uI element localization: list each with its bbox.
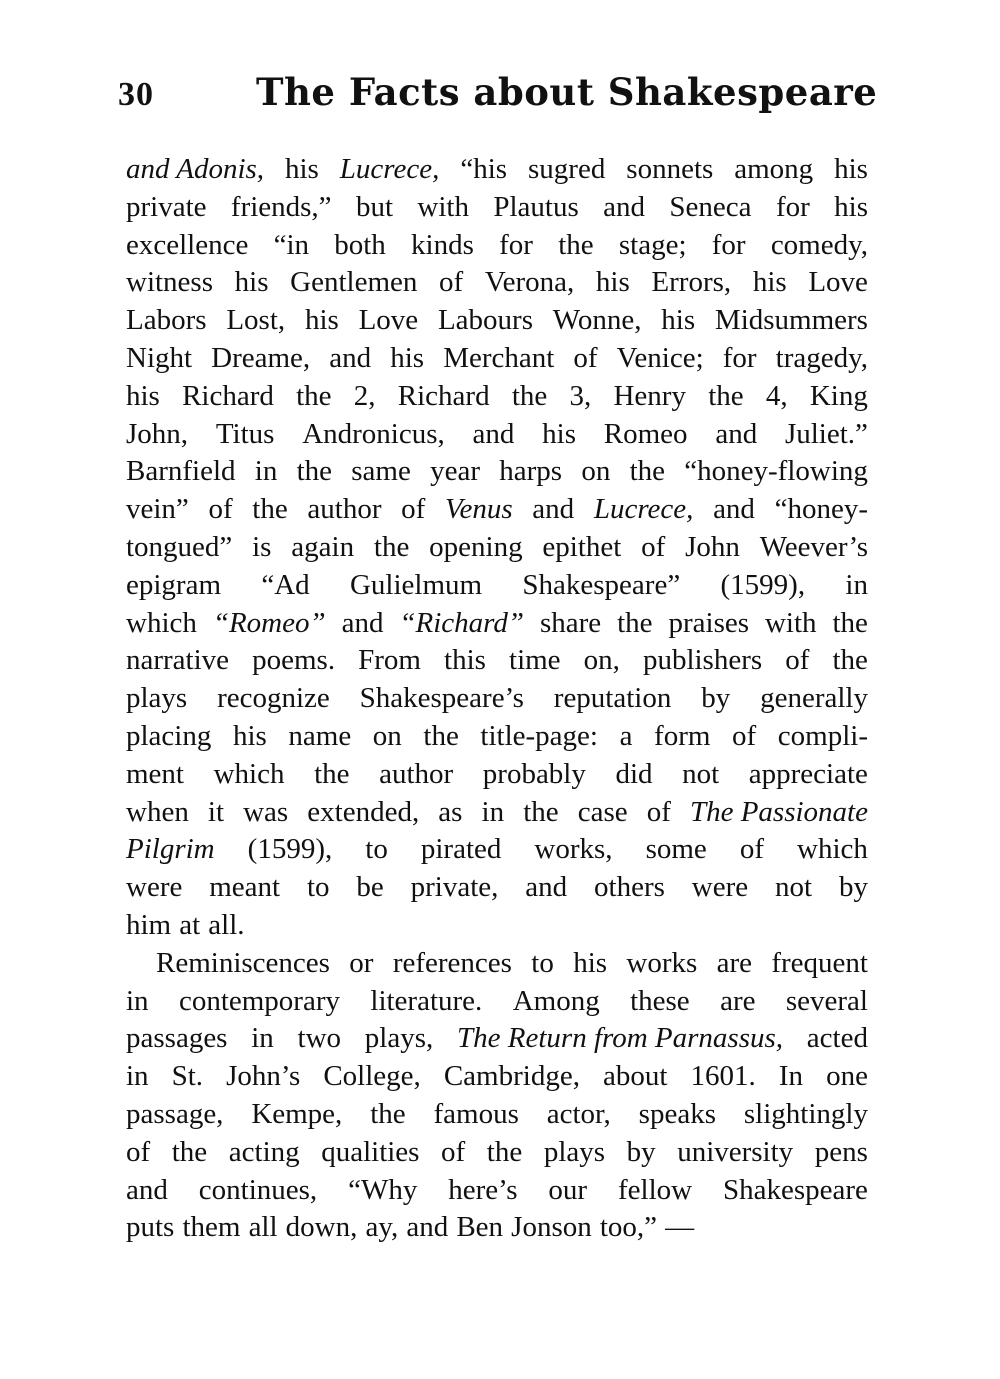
word: actor, bbox=[546, 1097, 611, 1130]
word: his bbox=[752, 266, 787, 299]
page-number: 30 bbox=[118, 76, 154, 113]
word: compli- bbox=[777, 719, 868, 752]
word: slightingly bbox=[743, 1097, 868, 1130]
word: speaks bbox=[638, 1097, 716, 1130]
word: opening bbox=[429, 530, 523, 563]
word: acted bbox=[806, 1022, 868, 1055]
text-line bbox=[126, 151, 868, 189]
word: John, bbox=[126, 417, 189, 450]
word: his bbox=[126, 379, 160, 412]
word: on, bbox=[583, 644, 620, 677]
word: to bbox=[365, 833, 388, 866]
word: are bbox=[716, 946, 753, 979]
word: tongued” bbox=[126, 530, 233, 563]
word: John bbox=[685, 530, 740, 563]
text-line bbox=[126, 605, 868, 643]
word: contemporary bbox=[178, 984, 340, 1017]
word: comedy, bbox=[770, 228, 868, 261]
word: or bbox=[349, 946, 374, 979]
text-line bbox=[126, 302, 868, 340]
word: vein” bbox=[126, 493, 189, 526]
word: the bbox=[296, 455, 333, 488]
word: Titus bbox=[215, 417, 275, 450]
word: Night bbox=[126, 341, 193, 374]
word: of bbox=[126, 1135, 151, 1168]
word: and bbox=[329, 341, 372, 374]
word: title-page: bbox=[480, 719, 598, 752]
word: the bbox=[708, 379, 744, 412]
word: some bbox=[645, 833, 707, 866]
word: and bbox=[126, 1173, 168, 1206]
word: both bbox=[334, 228, 386, 261]
word: references bbox=[392, 946, 512, 979]
word: tragedy, bbox=[775, 341, 868, 374]
word: extended, bbox=[307, 795, 420, 828]
word: several bbox=[785, 984, 868, 1017]
word: for bbox=[499, 228, 533, 261]
word: Wonne, bbox=[552, 304, 642, 337]
text-line bbox=[126, 567, 868, 605]
word: same bbox=[351, 455, 411, 488]
word: 2, bbox=[353, 379, 376, 412]
word: a bbox=[619, 719, 633, 752]
word: Kempe, bbox=[251, 1097, 343, 1130]
italic-word: Venus bbox=[444, 493, 513, 526]
word: on bbox=[581, 455, 611, 488]
word: and bbox=[341, 606, 384, 639]
word: all bbox=[248, 1211, 278, 1244]
word: plays bbox=[126, 682, 188, 715]
text-line bbox=[126, 1020, 868, 1058]
word: for bbox=[722, 341, 757, 374]
word: in bbox=[845, 568, 868, 601]
word: case bbox=[577, 795, 628, 828]
word: among bbox=[734, 153, 814, 185]
word: Ben bbox=[456, 1211, 504, 1244]
word: probably bbox=[482, 757, 586, 790]
word: John’s bbox=[226, 1060, 301, 1093]
word: Labors bbox=[126, 304, 207, 337]
word: one bbox=[826, 1060, 868, 1093]
word: and bbox=[603, 190, 646, 223]
word: — bbox=[665, 1211, 695, 1244]
word: his bbox=[285, 153, 319, 185]
text-line bbox=[126, 491, 868, 529]
word: 3, bbox=[569, 379, 592, 412]
word: pirated bbox=[420, 833, 502, 866]
word: of bbox=[641, 530, 666, 563]
word: the bbox=[832, 606, 868, 639]
word: his bbox=[595, 266, 630, 299]
word: harps bbox=[499, 455, 563, 488]
word: and bbox=[715, 417, 758, 450]
word: the bbox=[629, 455, 666, 488]
italic-word: “Richard” bbox=[399, 606, 525, 639]
word: not bbox=[682, 757, 720, 790]
word: 4, bbox=[765, 379, 788, 412]
word: publishers bbox=[642, 644, 763, 677]
italic-word: Pilgrim bbox=[126, 833, 215, 866]
word: reputation bbox=[553, 682, 672, 715]
word: praises bbox=[668, 606, 750, 639]
word: as bbox=[438, 795, 463, 828]
word: of bbox=[439, 266, 464, 299]
word: by bbox=[626, 1135, 656, 1168]
word: with bbox=[764, 606, 817, 639]
word: stage; bbox=[618, 228, 687, 261]
word: and bbox=[406, 1211, 449, 1244]
word: Andronicus, bbox=[302, 417, 445, 450]
word: In bbox=[778, 1060, 803, 1093]
text-line bbox=[126, 416, 868, 454]
word: his bbox=[232, 719, 267, 752]
word: College, bbox=[323, 1060, 421, 1093]
word: Weever’s bbox=[759, 530, 868, 563]
word: of bbox=[441, 1135, 466, 1168]
text-line bbox=[126, 642, 868, 680]
word: epigram bbox=[126, 568, 222, 601]
word: about bbox=[603, 1060, 668, 1093]
text-line bbox=[126, 340, 868, 378]
word: epithet bbox=[542, 530, 622, 563]
word: and bbox=[532, 493, 575, 526]
word: not bbox=[775, 871, 813, 904]
italic-word: The Return from Parnassus, bbox=[457, 1022, 784, 1055]
word: the bbox=[617, 606, 653, 639]
word: of bbox=[646, 795, 671, 828]
word: works bbox=[626, 946, 698, 979]
word: again bbox=[291, 530, 355, 563]
word: time bbox=[509, 644, 561, 677]
text-line bbox=[126, 756, 868, 794]
word: generally bbox=[760, 682, 868, 715]
word: placing bbox=[126, 719, 212, 752]
word: are bbox=[720, 984, 756, 1017]
word: (1599), bbox=[247, 833, 333, 866]
word: Love bbox=[808, 266, 868, 299]
word: Henry bbox=[613, 379, 686, 412]
word: the bbox=[558, 228, 594, 261]
word: excellence bbox=[126, 228, 249, 261]
word: continues, bbox=[198, 1173, 318, 1206]
word: this bbox=[444, 644, 486, 677]
text-line bbox=[126, 189, 868, 227]
word: Seneca bbox=[669, 190, 752, 223]
text-line bbox=[126, 831, 868, 869]
word: his bbox=[304, 304, 339, 337]
word: year bbox=[430, 455, 481, 488]
word: author bbox=[307, 493, 382, 526]
word: him bbox=[126, 908, 172, 941]
word: on bbox=[372, 719, 402, 752]
word: frequent bbox=[771, 946, 868, 979]
word: university bbox=[677, 1135, 794, 1168]
word: but bbox=[355, 190, 394, 223]
word: which bbox=[213, 757, 285, 790]
word: “his bbox=[460, 153, 508, 185]
word: and bbox=[713, 493, 755, 526]
word: private bbox=[126, 190, 207, 223]
word: From bbox=[358, 644, 421, 677]
text-line bbox=[126, 718, 868, 756]
text-line bbox=[126, 983, 868, 1021]
word: his bbox=[390, 341, 425, 374]
word: Love bbox=[358, 304, 419, 337]
word: “honey-flowing bbox=[684, 455, 868, 488]
word: was bbox=[243, 795, 289, 828]
word: share bbox=[539, 606, 602, 639]
word: in bbox=[481, 795, 505, 828]
word: the bbox=[486, 1135, 523, 1168]
word: when bbox=[126, 795, 189, 828]
word: private, bbox=[410, 871, 499, 904]
word: it bbox=[207, 795, 225, 828]
word: others bbox=[594, 871, 665, 904]
word: King bbox=[809, 379, 868, 412]
italic-word: “Romeo” bbox=[212, 606, 326, 639]
word: Lost, bbox=[226, 304, 286, 337]
text-line bbox=[126, 378, 868, 416]
word: form bbox=[654, 719, 711, 752]
word: the bbox=[523, 795, 559, 828]
italic-word: and Adonis, bbox=[126, 153, 265, 185]
text-line bbox=[126, 945, 868, 983]
text-line bbox=[126, 794, 868, 832]
word: the bbox=[314, 757, 350, 790]
word: them bbox=[182, 1211, 241, 1244]
word: to bbox=[306, 871, 330, 904]
word: Shakespeare’s bbox=[359, 682, 524, 715]
text-line bbox=[126, 264, 868, 302]
italic-word: Lucrece, bbox=[593, 493, 694, 526]
word: ay, bbox=[365, 1211, 399, 1244]
word: is bbox=[252, 530, 272, 563]
word: be bbox=[356, 871, 384, 904]
word: friends,” bbox=[230, 190, 332, 223]
word: down, bbox=[285, 1211, 358, 1244]
word: 1601. bbox=[690, 1060, 756, 1093]
word: and bbox=[472, 417, 515, 450]
word: two bbox=[297, 1022, 342, 1055]
word: in bbox=[251, 1022, 274, 1055]
word: famous bbox=[433, 1097, 519, 1130]
word: Gulielmum bbox=[349, 568, 483, 601]
word: of bbox=[401, 493, 426, 526]
running-title: The Facts about Shakespeare bbox=[256, 70, 878, 114]
text-line bbox=[126, 529, 868, 567]
word: were bbox=[691, 871, 749, 904]
word: passage, bbox=[126, 1097, 224, 1130]
word: fellow bbox=[617, 1173, 693, 1206]
word: kinds bbox=[411, 228, 474, 261]
word: sonnets bbox=[626, 153, 714, 185]
word: Labours bbox=[437, 304, 533, 337]
word: the bbox=[370, 1097, 406, 1130]
word: these bbox=[630, 984, 690, 1017]
word: Plautus bbox=[493, 190, 579, 223]
word: for bbox=[775, 190, 810, 223]
word: “Ad bbox=[261, 568, 310, 601]
running-head bbox=[118, 70, 878, 120]
word: appreciate bbox=[748, 757, 868, 790]
word: of bbox=[732, 719, 757, 752]
word: the bbox=[373, 530, 410, 563]
word: Richard bbox=[182, 379, 274, 412]
word: Gentlemen bbox=[290, 266, 418, 299]
word: Richard bbox=[397, 379, 490, 412]
word: our bbox=[548, 1173, 588, 1206]
word: the bbox=[423, 719, 459, 752]
word: in bbox=[126, 1060, 149, 1093]
word: Reminiscences bbox=[156, 946, 330, 979]
word: the bbox=[511, 379, 548, 412]
word: Jonson bbox=[511, 1211, 592, 1244]
word: the bbox=[832, 644, 868, 677]
word: at bbox=[179, 908, 201, 941]
word: St. bbox=[171, 1060, 204, 1093]
word: ment bbox=[126, 757, 184, 790]
word: Romeo bbox=[603, 417, 688, 450]
word: meant bbox=[209, 871, 281, 904]
text-line bbox=[126, 227, 868, 265]
body-text bbox=[126, 151, 868, 1247]
word: puts bbox=[126, 1211, 175, 1244]
word: Among bbox=[512, 984, 600, 1017]
word: were bbox=[126, 871, 183, 904]
word: by bbox=[838, 871, 868, 904]
italic-word: The Passionate bbox=[689, 795, 868, 828]
word: Juliet.” bbox=[784, 417, 868, 450]
word: qualities bbox=[321, 1135, 420, 1168]
text-line bbox=[126, 1134, 868, 1172]
word: and bbox=[525, 871, 568, 904]
word: in bbox=[126, 984, 149, 1017]
word: his bbox=[573, 946, 608, 979]
word: of bbox=[208, 493, 233, 526]
word: name bbox=[288, 719, 352, 752]
text-line bbox=[126, 1096, 868, 1134]
word: here’s bbox=[448, 1173, 518, 1206]
word: Barnfield bbox=[126, 455, 236, 488]
italic-word: Lucrece, bbox=[339, 153, 440, 185]
word: his bbox=[661, 304, 696, 337]
word: plays bbox=[543, 1135, 606, 1168]
word: the bbox=[296, 379, 332, 412]
word: to bbox=[531, 946, 554, 979]
text-line bbox=[126, 1172, 868, 1210]
word: Merchant bbox=[443, 341, 555, 374]
word: his bbox=[834, 190, 868, 223]
word: acting bbox=[228, 1135, 300, 1168]
text-line bbox=[126, 869, 868, 907]
word: of bbox=[785, 644, 810, 677]
word: his bbox=[234, 266, 269, 299]
word: Shakespeare” bbox=[522, 568, 681, 601]
word: “Why bbox=[348, 1173, 418, 1206]
word: too,” bbox=[599, 1211, 658, 1244]
word: the bbox=[171, 1135, 208, 1168]
text-line bbox=[126, 453, 868, 491]
text-line bbox=[126, 907, 868, 945]
word: (1599), bbox=[720, 568, 806, 601]
text-line bbox=[126, 1209, 868, 1247]
word: witness bbox=[126, 266, 213, 299]
word: the bbox=[252, 493, 288, 526]
word: sugred bbox=[528, 153, 606, 185]
word: “honey- bbox=[774, 493, 868, 526]
word: Midsummers bbox=[714, 304, 868, 337]
word: for bbox=[711, 228, 746, 261]
word: with bbox=[417, 190, 469, 223]
word: of bbox=[573, 341, 598, 374]
word: his bbox=[834, 153, 868, 185]
word: Dreame, bbox=[211, 341, 311, 374]
word: all. bbox=[208, 908, 245, 941]
word: which bbox=[797, 833, 868, 866]
word: in bbox=[254, 455, 278, 488]
word: works, bbox=[534, 833, 613, 866]
word: narrative bbox=[126, 644, 230, 677]
word: Shakespeare bbox=[722, 1173, 868, 1206]
word: of bbox=[739, 833, 764, 866]
word: which bbox=[126, 606, 197, 639]
word: author bbox=[379, 757, 454, 790]
word: Errors, bbox=[651, 266, 732, 299]
word: plays, bbox=[364, 1022, 434, 1055]
word: by bbox=[701, 682, 731, 715]
word: his bbox=[542, 417, 577, 450]
word: poems. bbox=[252, 644, 336, 677]
word: pens bbox=[814, 1135, 868, 1168]
word: Cambridge, bbox=[443, 1060, 580, 1093]
text-line bbox=[126, 680, 868, 718]
word: did bbox=[615, 757, 653, 790]
word: passages bbox=[126, 1022, 228, 1055]
word: Verona, bbox=[484, 266, 575, 299]
word: recognize bbox=[217, 682, 330, 715]
text-line bbox=[126, 1058, 868, 1096]
word: Venice; bbox=[616, 341, 704, 374]
word: “in bbox=[273, 228, 310, 261]
word: literature. bbox=[370, 984, 483, 1017]
